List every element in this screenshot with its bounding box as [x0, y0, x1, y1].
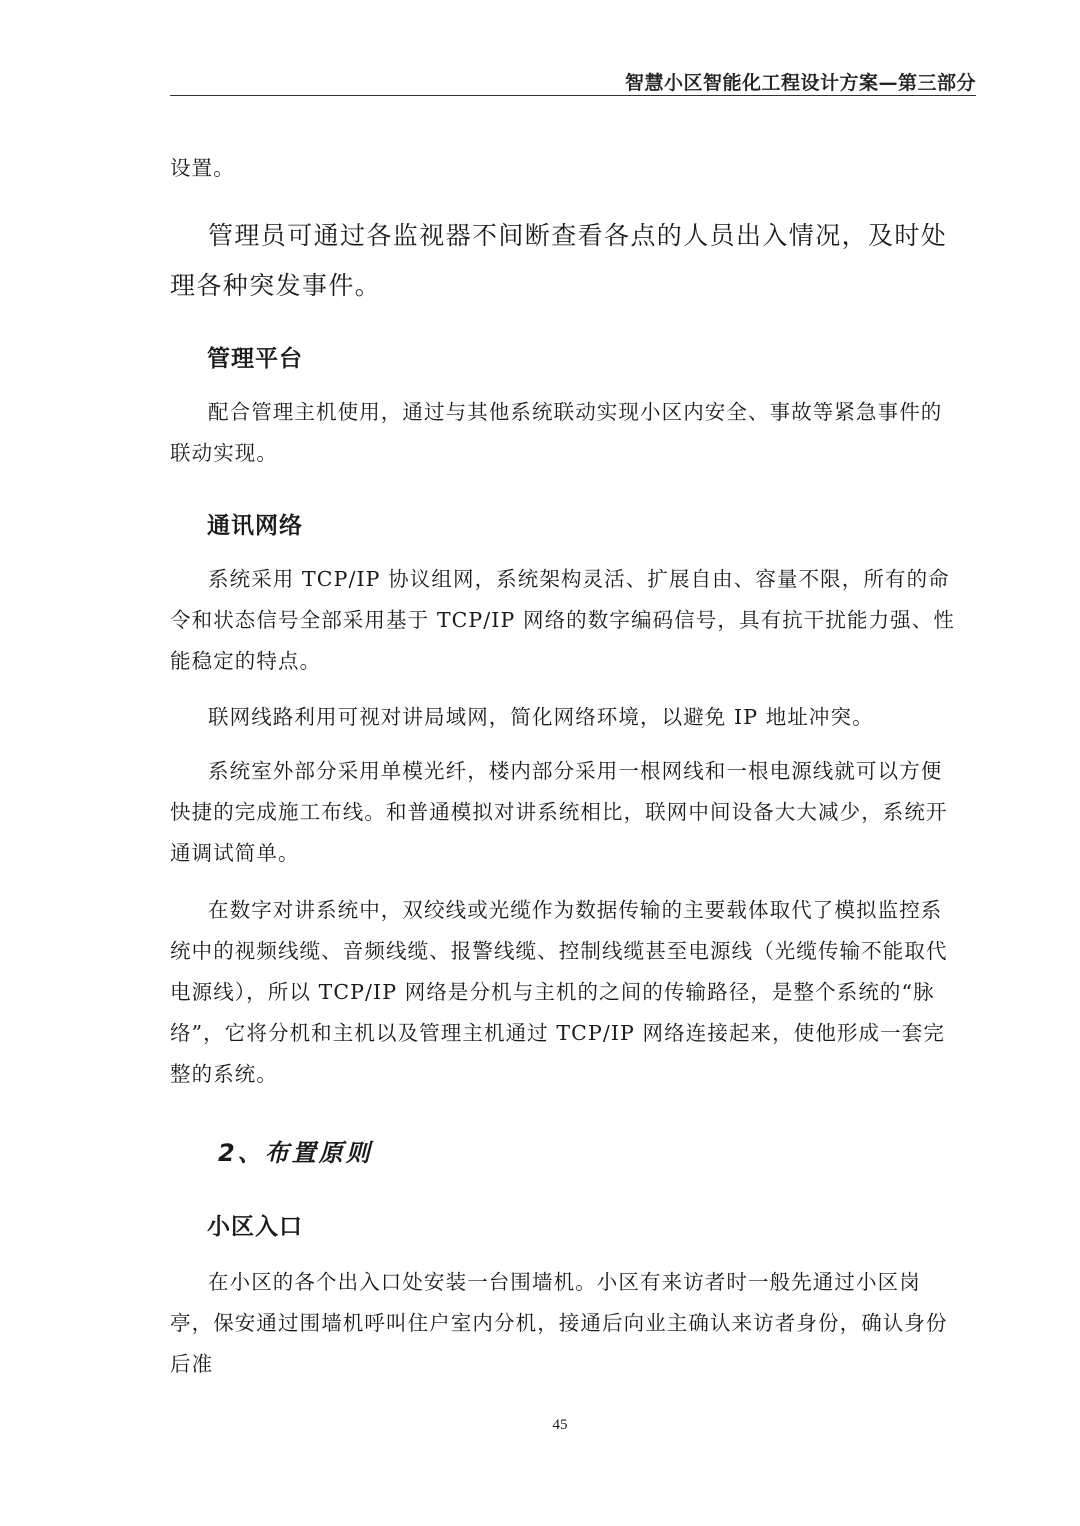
entrance-paragraph: 在小区的各个出入口处安装一台围墙机。小区有来访者时一般先通过小区岗亭，保安通过围墙机呼叫住户室内分机，接通后向业主确认来访者身份，确认身份后准 — [170, 1270, 948, 1376]
page-number: 45 — [552, 1417, 568, 1433]
intro-tail-text: 设置。 — [170, 156, 235, 180]
network-paragraph-3: 系统室外部分采用单模光纤，楼内部分采用一根网线和一根电源线就可以方便快捷的完成施工布线。和普通模拟对讲系统相比，联网中间设备大大减少，系统开通调试简单。 — [170, 759, 948, 865]
network-paragraph-2: 联网线路利用可视对讲局域网，简化网络环境，以避免 IP 地址冲突。 — [208, 705, 874, 729]
page-header: 智慧小区智能化工程设计方案—第三部分 — [624, 72, 976, 94]
header-rule — [170, 95, 976, 96]
network-paragraph-4: 在数字对讲系统中，双绞线或光缆作为数据传输的主要载体取代了模拟监控系统中的视频线缆、音频线缆、报警线缆、控制线缆甚至电源线（光缆传输不能取代电源线），所以 TCP/IP 网络是分机与主机的之间的传输路径，是整个系统的“脉络”，它将分机和主机以及管理主机通过 TCP/IP 网络连接起来，使他形成一套完整的系统。 — [170, 898, 948, 1086]
heading-management-platform: 管理平台 — [207, 346, 303, 372]
heading-community-entrance: 小区入口 — [207, 1214, 303, 1240]
management-paragraph: 配合管理主机使用，通过与其他系统联动实现小区内安全、事故等紧急事件的联动实现。 — [170, 400, 943, 465]
heading-communication-network: 通讯网络 — [207, 513, 303, 539]
monitor-paragraph: 管理员可通过各监视器不间断查看各点的人员出入情况，及时处理各种突发事件。 — [170, 221, 948, 300]
network-paragraph-1: 系统采用 TCP/IP 协议组网，系统架构灵活、扩展自由、容量不限，所有的命令和状态信号全部采用基于 TCP/IP 网络的数字编码信号，具有抗干扰能力强、性能稳定的特点。 — [170, 567, 955, 673]
heading-layout-principles: 2、布置原则 — [218, 1139, 373, 1167]
